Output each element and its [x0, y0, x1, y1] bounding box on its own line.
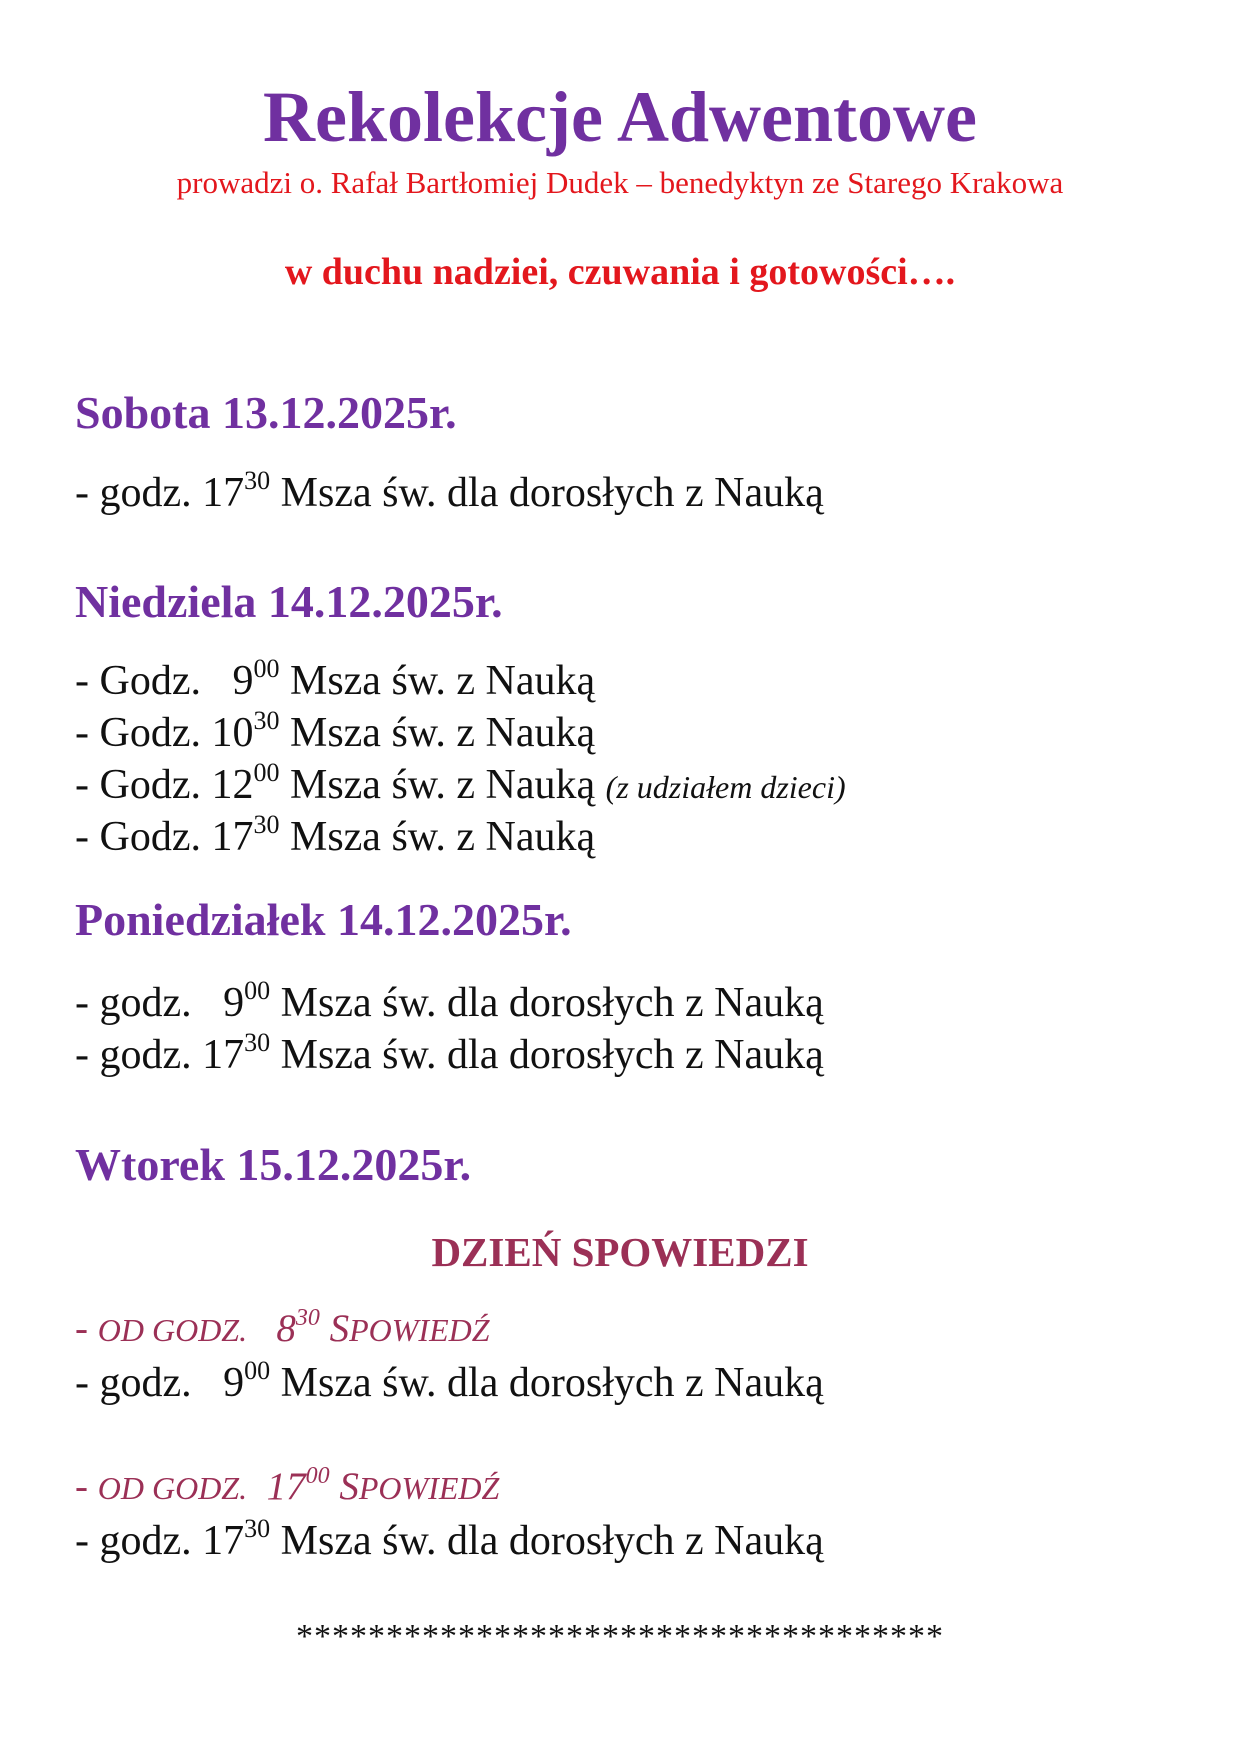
- schedule-line: - godz. $17^{30}$ Msza św. dla dorosłych z Nauką: [75, 466, 824, 516]
- schedule-line: - Godz. $10^{30}$ Msza św. z Nauką: [75, 706, 596, 756]
- confession-line: - OD GODZ. $17^{00}$ SPOWIEDŹ: [75, 1463, 500, 1508]
- confession-label: OD GODZ.: [97, 1470, 248, 1506]
- confession-text: SPOWIEDŹ: [329, 1307, 490, 1350]
- confession-text: SPOWIEDŹ: [339, 1465, 500, 1508]
- schedule-line: - godz. $17^{30}$ Msza św. dla dorosłych z Nauką: [75, 1028, 824, 1078]
- page-title: Rekolekcje Adwentowe: [263, 77, 977, 157]
- footer-stars: ************************************: [296, 1618, 944, 1655]
- motto: w duchu nadziei, czuwania i gotowości….: [284, 251, 956, 293]
- schedule-line: - godz. $17^{30}$ Msza św. dla dorosłych z Nauką: [75, 1514, 824, 1564]
- day-heading-tuesday: Wtorek 15.12.2025r.: [75, 1139, 472, 1190]
- schedule-line: - godz. $9^{00}$ Msza św. dla dorosłych z Nauką: [75, 1356, 824, 1406]
- page-subtitle: prowadzi o. Rafał Bartłomiej Dudek – benedyktyn ze Starego Krakowa: [176, 165, 1064, 200]
- schedule-line: - godz. $9^{00}$ Msza św. dla dorosłych z Nauką: [75, 976, 824, 1026]
- schedule-line: - Godz. $12^{00}$ Msza św. z Nauką (z udziałem dzieci): [75, 758, 846, 808]
- confession-line: - OD GODZ. $8^{30}$ SPOWIEDŹ: [75, 1305, 490, 1350]
- day-heading-monday: Poniedziałek 14.12.2025r.: [75, 894, 572, 945]
- confession-label: OD GODZ.: [97, 1312, 248, 1348]
- schedule-line: - Godz. $9^{00}$ Msza św. z Nauką: [75, 654, 596, 704]
- day-heading-sunday: Niedziela 14.12.2025r.: [75, 576, 503, 627]
- day-heading-saturday: Sobota 13.12.2025r.: [75, 387, 457, 438]
- confession-day-heading: DZIEŃ SPOWIEDZI: [431, 1229, 809, 1275]
- children-note: (z udziałem dzieci): [605, 769, 846, 805]
- schedule-line: - Godz. $17^{30}$ Msza św. z Nauką: [75, 810, 596, 860]
